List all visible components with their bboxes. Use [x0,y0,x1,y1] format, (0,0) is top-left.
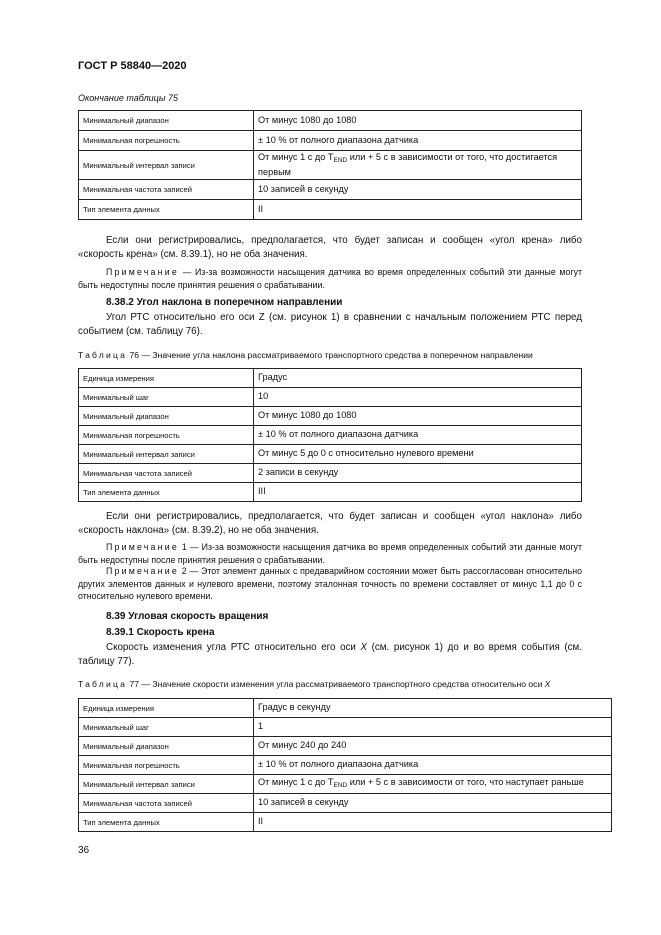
table-cell-value: Градус [254,369,582,388]
table-cell-value: 2 записи в секунду [254,464,582,483]
paragraph: Если они регистрировались, предполагается, что будет записан и сообщен «угол крена» либо «скорость крена» (см. 8.39.1), но не оба значения. [78,235,582,260]
table-cell-value: Градус в секунду [254,699,612,718]
note-text: — Из-за возможности насыщения датчика во время определенных событий эти данные могут быть недоступны после принятия решения о срабатывании. [78,267,582,290]
paragraph-text: Скорость изменения угла РТС относительно его оси [106,642,361,653]
table-row [79,718,612,737]
note [78,565,582,603]
note-text: 2 — Этот элемент данных с предаварийном состоянии может быть рассогласован относительно других элементов данных и нулевого времени, поэтому эталонная точность по времени составляет от минус 1,1 до 0 с относительно нулевого времени. [78,566,582,601]
table-row [79,756,612,775]
table-cell-label: Минимальный шаг [79,388,254,407]
table-row [79,200,582,220]
value-text: От минус 1 с до T [258,152,334,162]
axis-variable: X [360,642,368,653]
table-cell-value: II [254,813,612,832]
subscript: END [333,157,348,164]
paragraph: Если они регистрировались, предполагается, что будет записан и сообщен «угол наклона» либо «скорость наклона» (см. 8.39.2), но не оба значения. [78,511,582,536]
table-cell-label: Минимальный диапазон [79,111,254,131]
caption-text: 76 — Значение угла наклона рассматриваемого транспортного средства в поперечном направлении [127,350,533,360]
axis-variable: X [544,679,551,689]
table-cell-label: Минимальная погрешность [79,426,254,445]
table-row [79,483,582,502]
table-cell-value: От минус 1080 до 1080 [254,111,582,131]
paragraph [78,641,582,668]
table-cell-label: Минимальная погрешность [79,131,254,151]
document-header: ГОСТ Р 58840—2020 [78,60,187,72]
table-cell-value [254,775,612,794]
subscript: END [333,781,348,789]
table-row [79,445,582,464]
table-cell-value [254,151,582,180]
table-cell-label: Минимальный диапазон [79,737,254,756]
table-cell-value: 1 [254,718,612,737]
page-number: 36 [78,845,90,856]
caption-text: 77 — Значение скорости изменения угла рассматриваемого транспортного средства относительно оси [127,679,545,689]
table-cell-value: 10 записей в секунду [254,180,582,200]
table-cell-label: Тип элемента данных [79,483,254,502]
table-cell-value: 10 [254,388,582,407]
table-row [79,426,582,445]
table-row [79,388,582,407]
caption-label: Таблица [78,350,128,360]
paragraph: Угол РТС относительно его оси Z (см. рисунок 1) в сравнении с начальным положением РТС перед событием (см. таблицу 76). [78,312,582,337]
table-row [79,180,582,200]
note-label: Примечание [106,566,179,576]
table-cell-label: Тип элемента данных [79,200,254,220]
table-row [79,131,582,151]
table-cell-label: Минимальный шаг [79,718,254,737]
table-cell-value: 10 записей в секунду [254,794,612,813]
table-76-caption [78,350,533,360]
table-cell-value: II [254,200,582,220]
value-text: От минус 1 с до T [258,776,334,787]
table-cell-value: От минус 1080 до 1080 [254,407,582,426]
table-cell-label: Минимальная частота записей [79,794,254,813]
note [78,266,582,291]
table-cell-label: Минимальная частота записей [79,464,254,483]
table-cell-value: ± 10 % от полного диапазона датчика [254,756,612,775]
paragraph-text: (см. рисунок 1) до и во время события (см. таблицу 77). [78,642,582,667]
section-heading: 8.39.1 Скорость крена [106,627,215,638]
table-cell-value: От минус 240 до 240 [254,737,612,756]
table-cell-label: Минимальная частота записей [79,180,254,200]
table-75-caption: Окончание таблицы 75 [78,93,178,103]
caption-label: Таблица [78,679,128,689]
table-cell-label: Тип элемента данных [79,813,254,832]
table-cell-value: От минус 5 до 0 с относительно нулевого времени [254,445,582,464]
table-row [79,111,582,131]
table-cell-value: ± 10 % от полного диапазона датчика [254,131,582,151]
note [78,541,582,566]
table-75 [78,110,582,220]
table-row [79,699,612,718]
note-text: 1 — Из-за возможности насыщения датчика во время определенных событий эти данные могут быть недоступны после принятия решения о срабатывании. [78,542,582,565]
note-label: Примечание [106,542,179,552]
table-cell-label: Минимальный интервал записи [79,151,254,180]
table-cell-label: Минимальная погрешность [79,756,254,775]
table-cell-label: Единица измерения [79,699,254,718]
table-row [79,813,612,832]
table-row [79,737,612,756]
value-text: или + 5 с в зависимости от того, что наступает раньше [347,776,584,787]
table-row [79,407,582,426]
table-row [79,775,612,794]
note-label: Примечание [106,267,179,277]
table-cell-label: Минимальный интервал записи [79,775,254,794]
table-cell-value: ± 10 % от полного диапазона датчика [254,426,582,445]
section-heading: 8.39 Угловая скорость вращения [106,611,269,622]
table-cell-label: Минимальный диапазон [79,407,254,426]
table-cell-label: Единица измерения [79,369,254,388]
value-text: или + 5 с в зависимости от того, что достигается первым [258,152,558,177]
table-77 [78,698,612,832]
table-row [79,151,582,180]
table-cell-label: Минимальный интервал записи [79,445,254,464]
table-row [79,464,582,483]
table-77-caption [78,679,550,689]
section-heading: 8.38.2 Угол наклона в поперечном направлении [106,297,343,308]
table-row [79,794,612,813]
table-cell-value: III [254,483,582,502]
table-row [79,369,582,388]
table-76 [78,368,582,502]
